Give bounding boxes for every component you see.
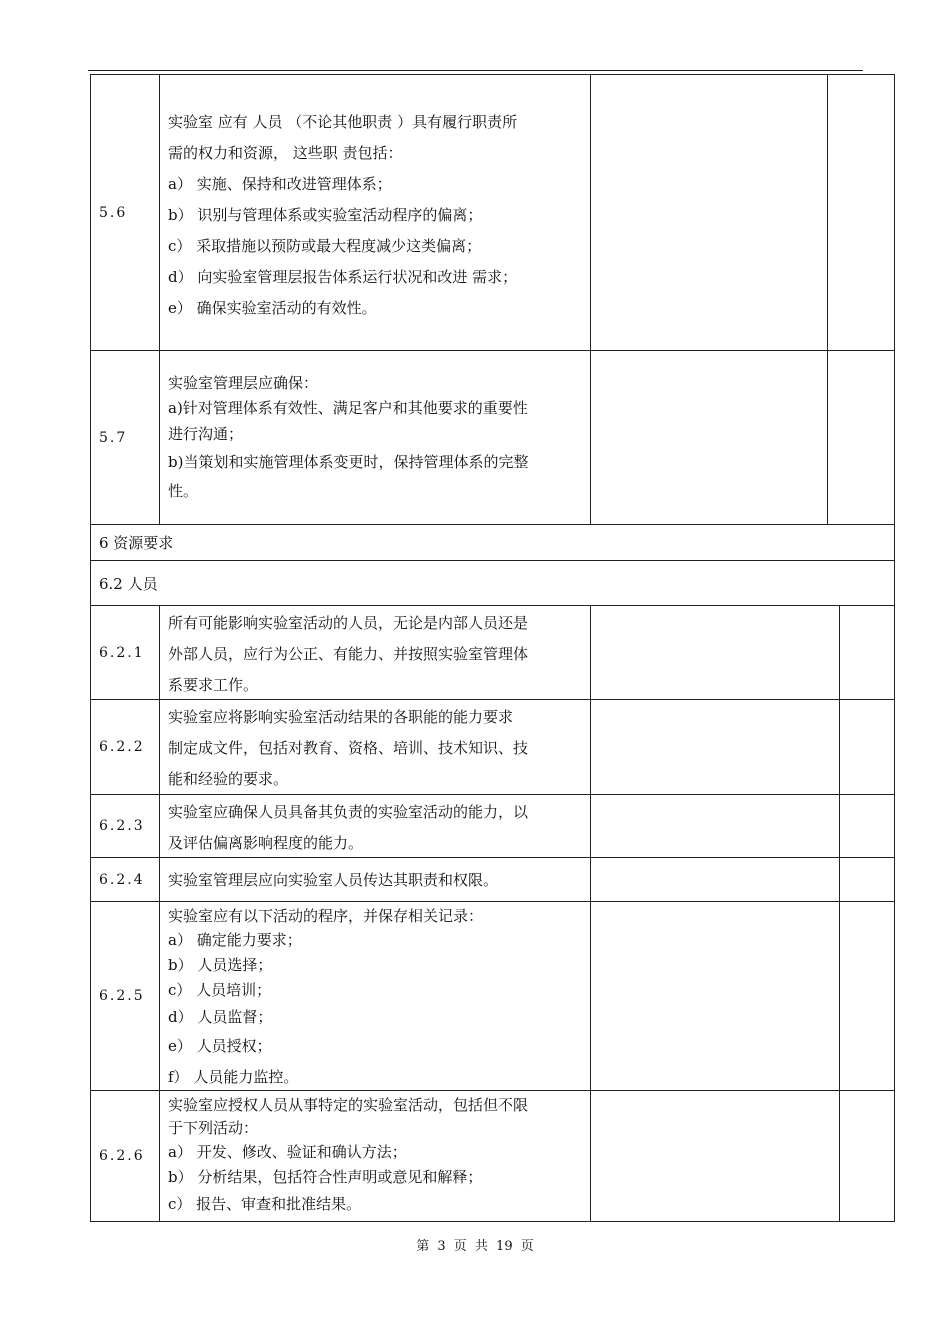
text-line: 实验室应将影响实验室活动结果的各职能的能力要求 (168, 708, 514, 726)
text-line: a） 开发、修改、验证和确认方法； (168, 1143, 407, 1161)
clause-text (159, 858, 590, 901)
requirements-table (90, 74, 895, 1222)
text-line: 实验室应授权人员从事特定的实验室活动，包括但不限 (168, 1096, 529, 1114)
clause-number: 6.2.1 (99, 644, 145, 661)
clause-text (159, 795, 590, 857)
section-title: 6.2 人员 (99, 574, 158, 593)
clause-number: 5.7 (99, 429, 128, 446)
clause-text (159, 1091, 590, 1221)
record-cell[interactable] (590, 902, 839, 1090)
clause-number: 5.6 (99, 204, 128, 221)
text-line: a） 实施、保持和改进管理体系； (168, 175, 392, 193)
text-line: c） 采取措施以预防或最大程度减少这类偏离； (168, 237, 482, 255)
clause-number: 6.2.4 (99, 871, 145, 888)
text-line: 制定成文件，包括对教育、资格、培训、技术知识、技 (168, 739, 529, 757)
record-cell[interactable] (590, 75, 827, 350)
text-line: b)当策划和实施管理体系变更时，保持管理体系的完整 (168, 453, 529, 471)
clause-number: 6.2.6 (99, 1148, 145, 1164)
text-line: b） 识别与管理体系或实验室活动程序的偏离； (168, 206, 483, 224)
remark-cell[interactable] (839, 1091, 894, 1221)
record-cell[interactable] (590, 700, 839, 794)
text-line: 所有可能影响实验室活动的人员，无论是内部人员还是 (168, 614, 529, 632)
table-row-5-7 (90, 351, 895, 525)
text-line: a） 确定能力要求； (168, 931, 302, 949)
table-row-6-2-3 (90, 795, 895, 858)
clause-text (159, 75, 590, 350)
remark-cell[interactable] (827, 351, 894, 524)
text-line: 进行沟通； (168, 425, 244, 443)
remark-cell[interactable] (839, 902, 894, 1090)
text-line: d） 人员监督； (168, 1008, 273, 1026)
text-line: 实验室管理层应向实验室人员传达其职责和权限。 (168, 871, 499, 889)
remark-cell[interactable] (839, 606, 894, 699)
clause-text (159, 351, 590, 524)
header-rule (88, 70, 863, 71)
text-line: 性。 (168, 482, 199, 500)
table-row-6-2-2 (90, 700, 895, 795)
page-footer: 第 3 页 共 19 页 (416, 1239, 534, 1254)
clause-number: 6.2.5 (99, 988, 145, 1004)
text-line: 外部人员，应行为公正、有能力、并按照实验室管理体 (168, 645, 529, 663)
text-line: c） 报告、审查和批准结果。 (168, 1195, 362, 1213)
table-row-6-2-4 (90, 858, 895, 902)
record-cell[interactable] (590, 795, 839, 857)
record-cell[interactable] (590, 351, 827, 524)
clause-text (159, 606, 590, 699)
text-line: d） 向实验室管理层报告体系运行状况和改进 需求； (168, 268, 518, 286)
text-line: b） 人员选择； (168, 956, 273, 974)
clause-number: 6.2.2 (99, 739, 145, 755)
text-line: b） 分析结果，包括符合性声明或意见和解释； (168, 1168, 483, 1186)
text-line: 于下列活动： (168, 1119, 259, 1137)
text-line: 实验室 应有 人员 （不论其他职责 ）具有履行职责所 (168, 113, 518, 131)
remark-cell[interactable] (839, 700, 894, 794)
section-heading-6 (90, 525, 895, 561)
clause-text (159, 700, 590, 794)
text-line: 系要求工作。 (168, 676, 259, 694)
record-cell[interactable] (590, 858, 839, 901)
text-line: f） 人员能力监控。 (168, 1068, 299, 1086)
table-row-6-2-1 (90, 606, 895, 700)
text-line: 实验室应确保人员具备其负责的实验室活动的能力，以 (168, 803, 529, 821)
text-line: c） 人员培训； (168, 981, 272, 999)
table-row-6-2-6 (90, 1091, 895, 1222)
record-cell[interactable] (590, 606, 839, 699)
text-line: 及评估偏离影响程度的能力。 (168, 834, 364, 852)
clause-number: 6.2.3 (99, 818, 145, 834)
text-line: 能和经验的要求。 (168, 770, 289, 788)
table-row-6-2-5 (90, 902, 895, 1091)
remark-cell[interactable] (827, 75, 894, 350)
record-cell[interactable] (590, 1091, 839, 1221)
text-line: 需的权力和资源， 这些职 责包括： (168, 144, 403, 162)
section-heading-6-2 (90, 561, 895, 606)
section-title: 6 资源要求 (99, 534, 174, 552)
remark-cell[interactable] (839, 795, 894, 857)
text-line: 实验室管理层应确保： (168, 374, 319, 392)
clause-text (159, 902, 590, 1090)
table-row-5-6 (90, 74, 895, 351)
remark-cell[interactable] (839, 858, 894, 901)
text-line: 实验室应有以下活动的程序，并保存相关记录： (168, 907, 484, 925)
text-line: a)针对管理体系有效性、满足客户和其他要求的重要性 (168, 399, 528, 417)
text-line: e） 人员授权； (168, 1037, 272, 1055)
text-line: e） 确保实验室活动的有效性。 (168, 299, 377, 317)
